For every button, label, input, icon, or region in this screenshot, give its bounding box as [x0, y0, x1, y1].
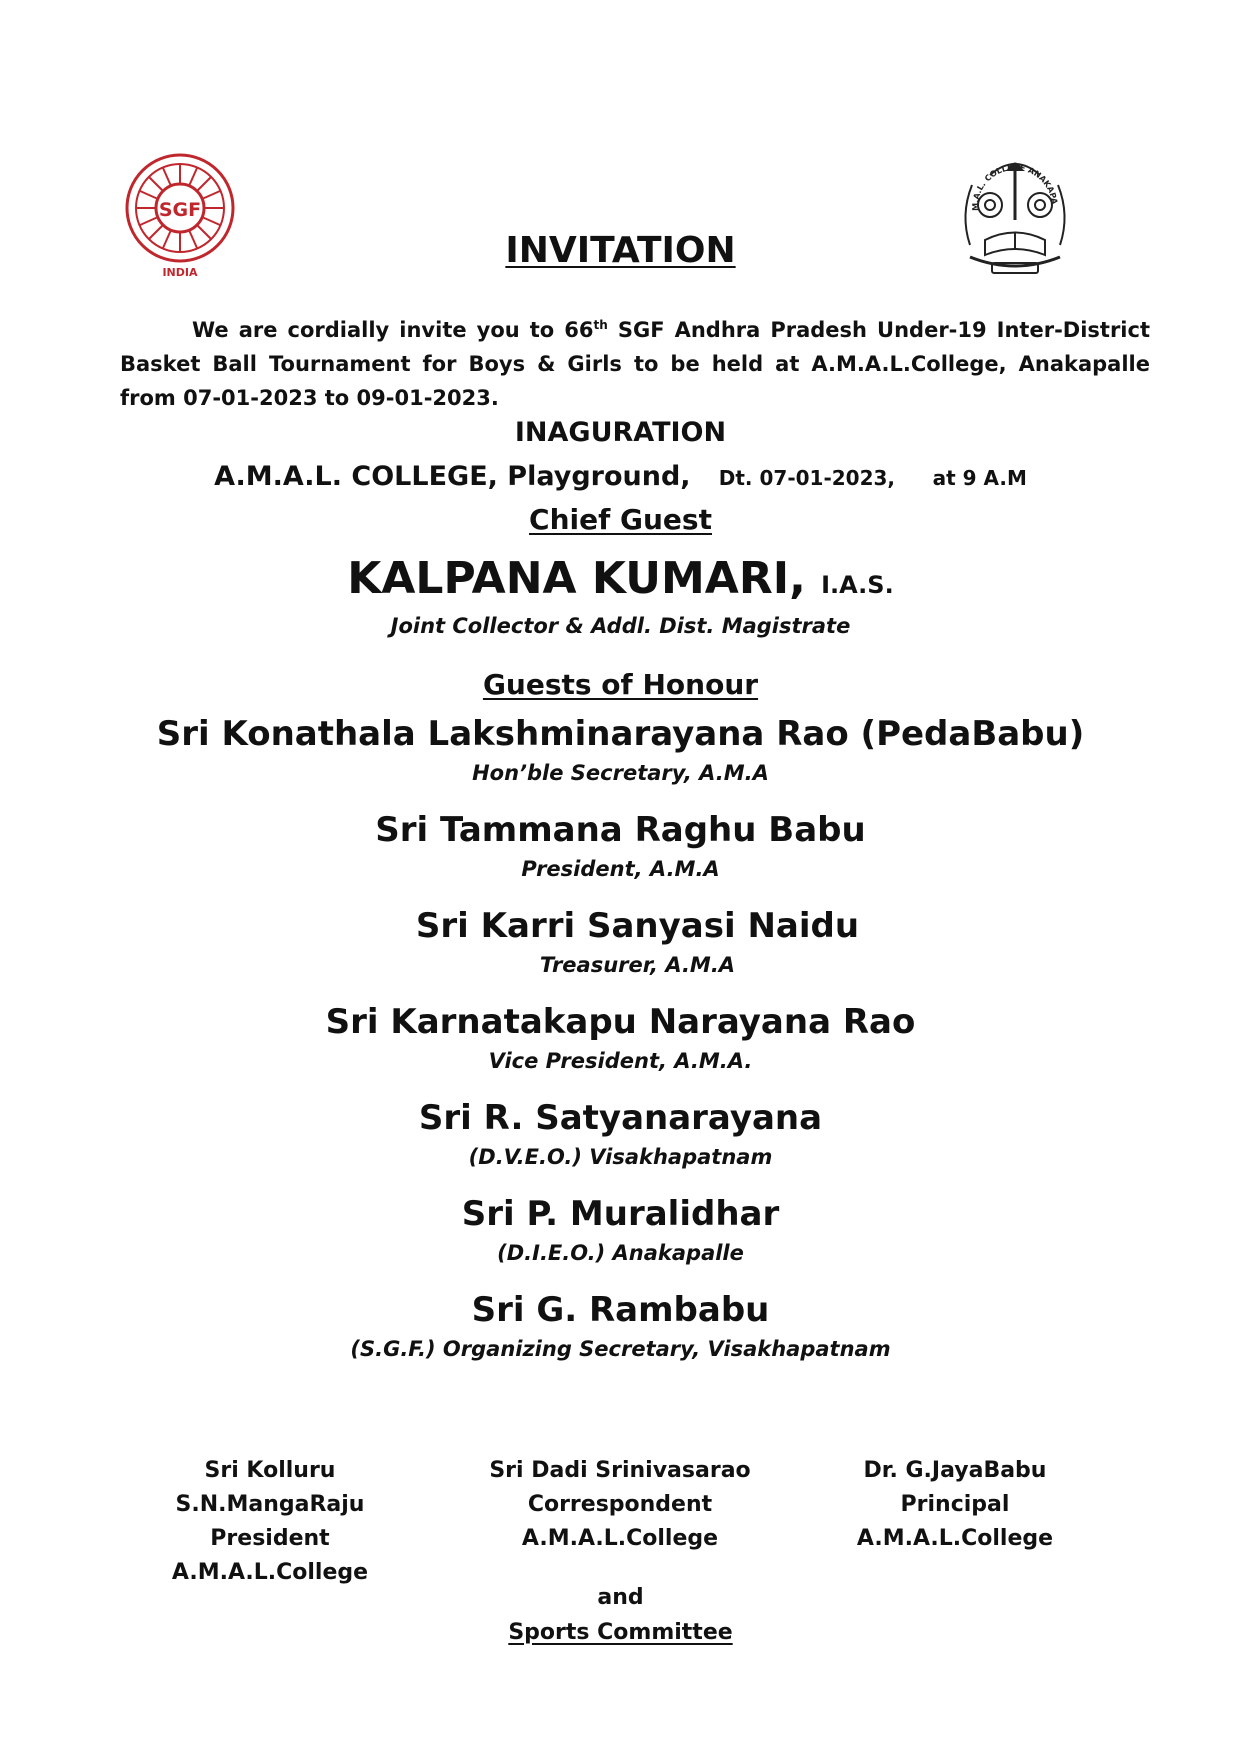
signatory-name: Sri Kolluru S.N.MangaRaju	[175, 1458, 365, 1517]
guest-role: Vice President, A.M.A.	[488, 1049, 753, 1073]
guest-name: Sri P. Muralidhar	[461, 1194, 780, 1234]
signatory-title: President	[210, 1526, 330, 1551]
guest-role: President, A.M.A	[521, 857, 720, 881]
chief-guest-name-line	[0, 553, 1241, 604]
signatory-principal	[805, 1454, 1105, 1556]
intro-superscript: th	[593, 318, 608, 332]
signatory-name: Dr. G.JayaBabu	[863, 1458, 1047, 1483]
signatory-org: A.M.A.L.College	[856, 1526, 1054, 1551]
inauguration-time: at 9 A.M	[932, 466, 1027, 490]
signatory-correspondent	[470, 1454, 770, 1556]
inauguration-heading: INAGURATION	[514, 417, 727, 448]
guest-role: (S.G.F.) Organizing Secretary, Visakhapatnam	[350, 1337, 891, 1361]
signatory-title: Correspondent	[527, 1492, 713, 1517]
sgf-logo-subtext: INDIA	[162, 266, 198, 279]
guest-name: Sri R. Satyanarayana	[418, 1098, 823, 1138]
inauguration-venue: A.M.A.L. COLLEGE, Playground,	[214, 461, 691, 492]
guest-role: (D.I.E.O.) Anakapalle	[497, 1241, 744, 1265]
sports-committee: Sports Committee	[508, 1620, 733, 1645]
intro-text-end: SGF Andhra Pradesh Under-19 Inter-District Basket Ball Tournament for Boys & Girls to be held at A.M.A.L.College, Anakapalle from 07-01-2023 to 09-01-2023.	[120, 318, 1150, 410]
signatory-org: A.M.A.L.College	[171, 1560, 369, 1585]
invitation-paragraph	[120, 308, 1150, 415]
signatory-title: Principal	[900, 1492, 1010, 1517]
guest-role: Hon’ble Secretary, A.M.A	[472, 761, 769, 785]
college-emblem-text: M.A.L. COLLEGE ANAKAPA	[970, 162, 1059, 211]
guest-name: Sri G. Rambabu	[471, 1290, 770, 1330]
intro-text-start: We are cordially invite you to 66	[192, 318, 594, 342]
guest-name: Sri Tammana Raghu Babu	[375, 810, 866, 850]
closing-and: and	[597, 1585, 644, 1610]
signatory-org: A.M.A.L.College	[521, 1526, 719, 1551]
inauguration-date: Dt. 07-01-2023,	[718, 466, 896, 490]
guest-name: Sri Konathala Lakshminarayana Rao (PedaBabu)	[156, 714, 1085, 754]
invitation-title: INVITATION	[505, 230, 736, 271]
guests-of-honour-heading: Guests of Honour	[482, 668, 759, 701]
signatory-president	[120, 1454, 420, 1590]
guest-name: Sri Karri Sanyasi Naidu	[415, 906, 860, 946]
chief-guest-suffix: I.A.S.	[821, 571, 894, 599]
chief-guest-name: KALPANA KUMARI,	[347, 553, 806, 604]
signatory-name: Sri Dadi Srinivasarao	[489, 1458, 751, 1483]
guest-role: (D.V.E.O.) Visakhapatnam	[468, 1145, 773, 1169]
guest-role: Treasurer, A.M.A	[539, 953, 736, 977]
guest-name: Sri Karnatakapu Narayana Rao	[325, 1002, 916, 1042]
chief-guest-role: Joint Collector & Addl. Dist. Magistrate	[390, 614, 851, 638]
sgf-logo-text: SGF	[158, 199, 202, 221]
inauguration-details	[0, 461, 1241, 492]
chief-guest-heading: Chief Guest	[529, 503, 712, 536]
